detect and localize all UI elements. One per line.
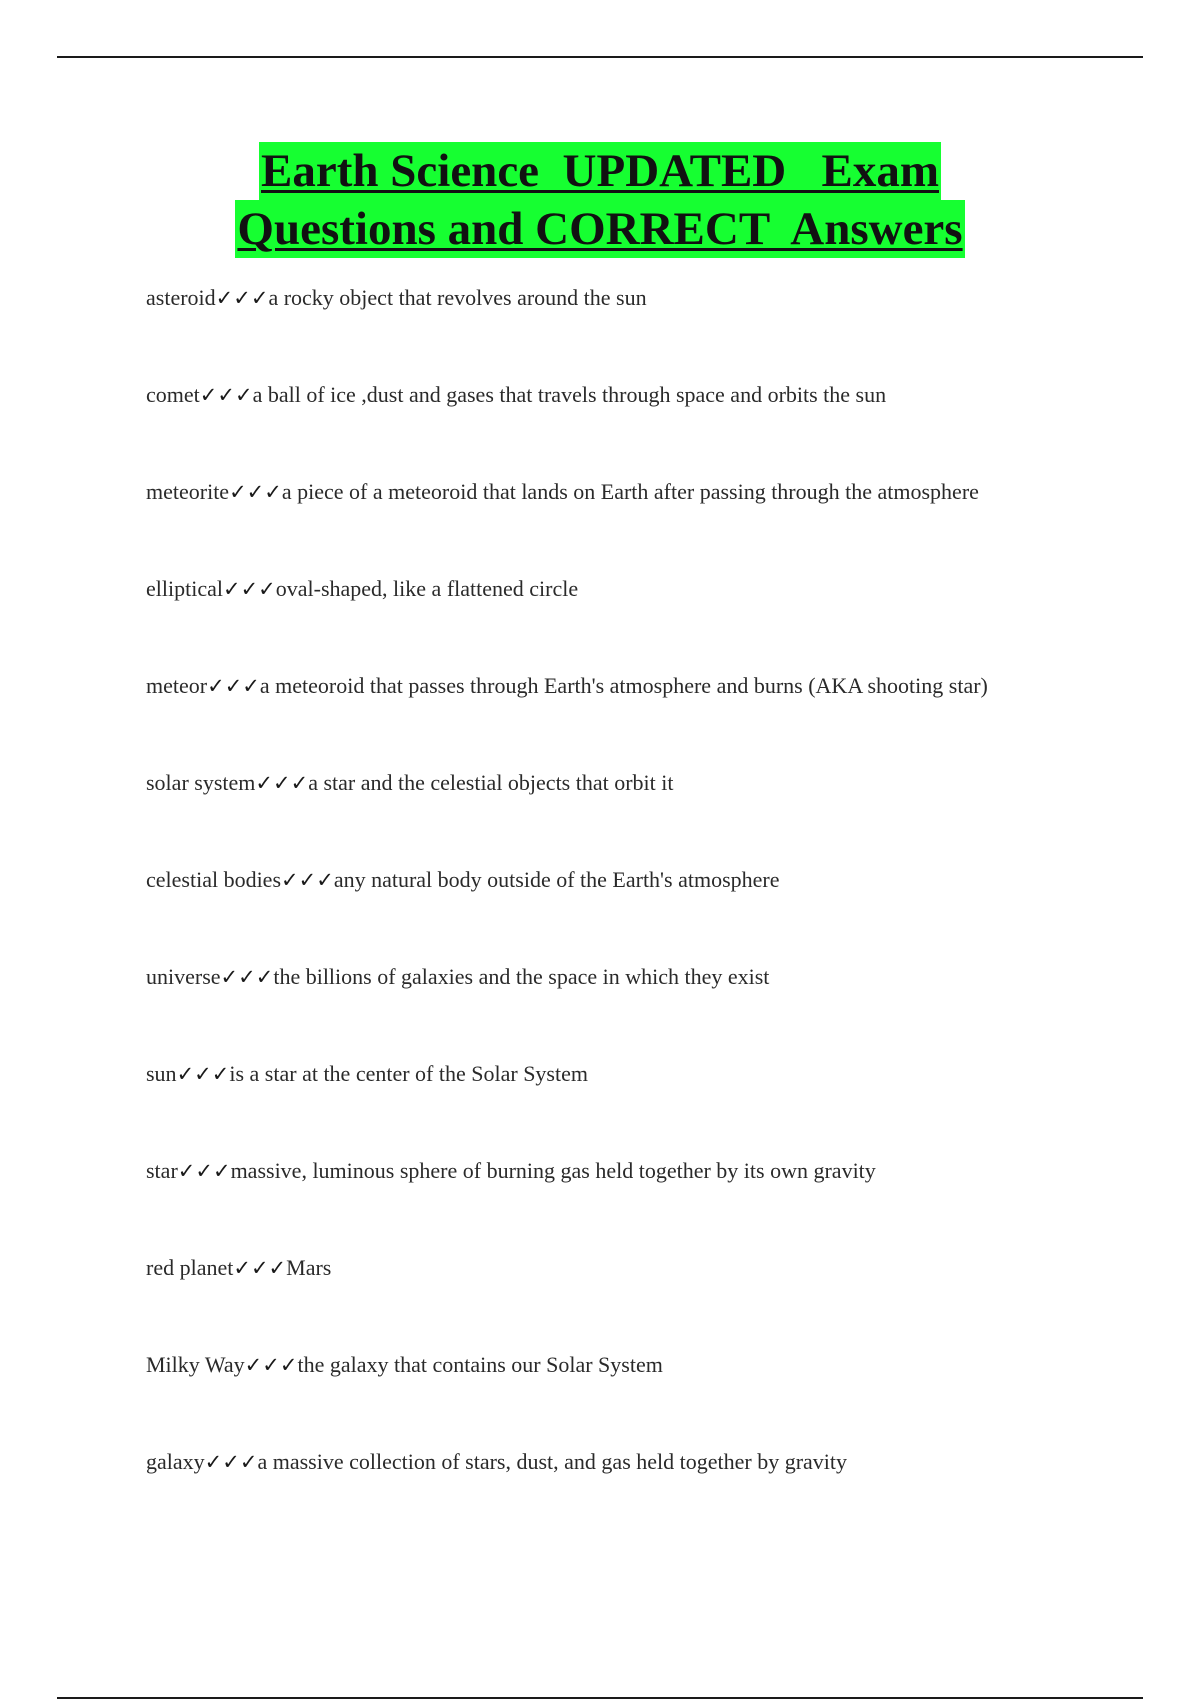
qa-list [146, 283, 1046, 1544]
title-line-2: Questions and CORRECT Answers [235, 200, 964, 258]
term: red planet [146, 1255, 234, 1280]
qa-item-meteorite [146, 477, 1046, 507]
definition: is a star at the center of the Solar System [229, 1061, 588, 1086]
qa-item-elliptical [146, 574, 1046, 604]
definition: a rocky object that revolves around the sun [268, 285, 647, 310]
qa-item-galaxy [146, 1447, 1046, 1477]
check-marks-icon: ✓✓✓ [222, 577, 276, 601]
check-marks-icon: ✓✓✓ [281, 868, 334, 892]
qa-item-solar-system [146, 768, 1046, 798]
qa-item-star [146, 1156, 1046, 1186]
definition: a ball of ice ,dust and gases that travels through space and orbits the sun [252, 382, 887, 407]
term: comet [146, 382, 200, 407]
check-marks-icon: ✓✓✓ [177, 1159, 231, 1183]
term: meteorite [146, 479, 230, 504]
document-title [0, 142, 1200, 258]
term: celestial bodies [146, 867, 282, 892]
check-marks-icon: ✓✓✓ [207, 674, 260, 698]
definition: any natural body outside of the Earth's atmosphere [333, 867, 780, 892]
check-marks-icon: ✓✓✓ [233, 1256, 287, 1280]
qa-item-universe [146, 962, 1046, 992]
term: star [146, 1158, 178, 1183]
qa-item-sun [146, 1059, 1046, 1089]
check-marks-icon: ✓✓✓ [176, 1062, 230, 1086]
check-marks-icon: ✓✓✓ [215, 286, 269, 310]
definition: the billions of galaxies and the space in which they exist [273, 964, 770, 989]
term: universe [146, 964, 221, 989]
term: Milky Way [146, 1352, 245, 1377]
definition: a massive collection of stars, dust, and gas held together by gravity [257, 1449, 848, 1474]
check-marks-icon: ✓✓✓ [220, 965, 274, 989]
definition: massive, luminous sphere of burning gas held together by its own gravity [230, 1158, 876, 1183]
bottom-rule [57, 1697, 1143, 1699]
definition: oval-shaped, like a flattened circle [275, 576, 579, 601]
definition: Mars [286, 1255, 332, 1280]
check-marks-icon: ✓✓✓ [199, 383, 253, 407]
definition: the galaxy that contains our Solar System [297, 1352, 663, 1377]
check-marks-icon: ✓✓✓ [255, 771, 309, 795]
term: galaxy [146, 1449, 205, 1474]
term: sun [146, 1061, 177, 1086]
top-rule [57, 56, 1143, 58]
term: elliptical [146, 576, 223, 601]
qa-item-asteroid [146, 283, 1046, 313]
term: meteor [146, 673, 208, 698]
qa-item-red-planet [146, 1253, 1046, 1283]
check-marks-icon: ✓✓✓ [229, 480, 282, 504]
term: solar system [146, 770, 256, 795]
check-marks-icon: ✓✓✓ [204, 1450, 258, 1474]
qa-item-comet [146, 380, 1046, 410]
title-line-1: Earth Science UPDATED Exam [259, 142, 941, 200]
check-marks-icon: ✓✓✓ [244, 1353, 298, 1377]
qa-item-celestial-bodies [146, 865, 1046, 895]
qa-item-meteor [146, 671, 1046, 701]
qa-item-milky-way [146, 1350, 1046, 1380]
definition: a star and the celestial objects that orbit it [308, 770, 674, 795]
term: asteroid [146, 285, 216, 310]
definition: a meteoroid that passes through Earth's atmosphere and burns (AKA shooting star) [259, 673, 988, 698]
definition: a piece of a meteoroid that lands on Earth after passing through the atmosphere [281, 479, 979, 504]
